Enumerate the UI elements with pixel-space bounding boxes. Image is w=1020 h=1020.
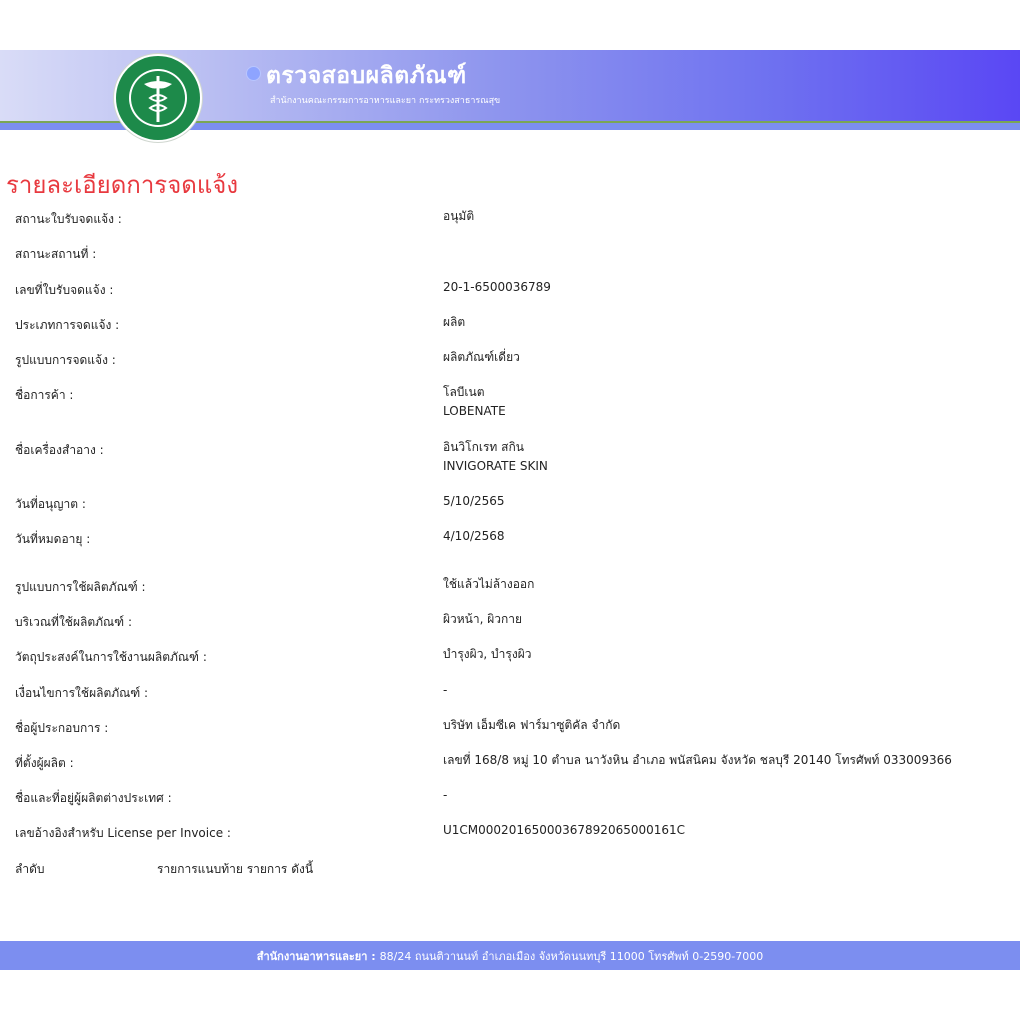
detail-label: บริเวณที่ใช้ผลิตภัณฑ์ : <box>15 615 132 629</box>
detail-value: โลบีเนต <box>443 385 485 399</box>
detail-label: สถานะสถานที่ : <box>15 247 97 261</box>
site-title[interactable]: ตรวจสอบผลิตภัณฑ์ <box>266 63 467 89</box>
page-title: รายละเอียดการจดแจ้ง <box>6 171 239 199</box>
ministry-seal-icon <box>114 54 202 142</box>
detail-value: อินวิโกเรท สกิน <box>443 440 524 454</box>
detail-label: ที่ตั้งผู้ผลิต : <box>15 756 74 770</box>
detail-value: - <box>443 788 448 802</box>
detail-value: เลขที่ 168/8 หมู่ 10 ตำบล นาวังหิน อำเภอ พนัสนิคม จังหวัด ชลบุรี 20140 โทรศัพท์ 033009366 <box>443 753 952 767</box>
detail-label: วันที่หมดอายุ : <box>15 532 91 546</box>
detail-label: ประเภทการจดแจ้ง : <box>15 318 120 332</box>
detail-label: เลขที่ใบรับจดแจ้ง : <box>15 283 114 297</box>
detail-value-secondary: INVIGORATE SKIN <box>443 459 548 473</box>
detail-label: ชื่อเครื่องสำอาง : <box>15 443 104 457</box>
detail-value: 4/10/2568 <box>443 529 505 543</box>
detail-label: วัตถุประสงค์ในการใช้งานผลิตภัณฑ์ : <box>15 650 207 664</box>
site-subtitle: สำนักงานคณะกรรมการอาหารและยา กระทรวงสาธารณสุข <box>270 96 501 106</box>
detail-label: รูปแบบการใช้ผลิตภัณฑ์ : <box>15 580 146 594</box>
detail-value: ผิวหน้า, ผิวกาย <box>443 612 523 626</box>
detail-label: เงื่อนไขการใช้ผลิตภัณฑ์ : <box>15 686 149 700</box>
attachment-order-header: ลำดับ <box>15 862 45 876</box>
detail-value: บริษัท เอ็มซีเค ฟาร์มาซูติคัล จำกัด <box>443 718 621 732</box>
detail-label: วันที่อนุญาต : <box>15 497 86 511</box>
detail-value: 5/10/2565 <box>443 494 505 508</box>
detail-value-secondary: LOBENATE <box>443 404 506 418</box>
detail-value: - <box>443 683 448 697</box>
detail-value: อนุมัติ <box>443 209 475 223</box>
detail-label: ชื่อและที่อยู่ผู้ผลิตต่างประเทศ : <box>15 791 172 805</box>
detail-value: 20-1-6500036789 <box>443 280 551 294</box>
detail-value: ผลิตภัณฑ์เดี่ยว <box>443 350 520 364</box>
footer-org: สำนักงานอาหารและยา : <box>256 949 376 963</box>
site-footer <box>0 941 1020 970</box>
detail-label: ชื่อการค้า : <box>15 388 74 402</box>
detail-label: ชื่อผู้ประกอบการ : <box>15 721 109 735</box>
detail-value: บำรุงผิว, บำรุงผิว <box>443 647 532 661</box>
detail-label: สถานะใบรับจดแจ้ง : <box>15 212 122 226</box>
ministry-logo[interactable] <box>114 54 202 142</box>
detail-label: เลขอ้างอิงสำหรับ License per Invoice : <box>15 826 231 840</box>
footer-address: 88/24 ถนนติวานนท์ อำเภอเมือง จังหวัดนนทบุรี 11000 โทรศัพท์ 0-2590-7000 <box>379 949 764 963</box>
detail-value: ผลิต <box>443 315 466 329</box>
detail-value: ใช้แล้วไม่ล้างออก <box>443 577 535 591</box>
detail-label: รูปแบบการจดแจ้ง : <box>15 353 116 367</box>
title-bullet-icon <box>246 66 261 81</box>
detail-value: U1CM00020165000367892065000161C <box>443 823 686 837</box>
attachment-list-header: รายการแนบท้าย รายการ ดังนี้ <box>157 862 314 876</box>
